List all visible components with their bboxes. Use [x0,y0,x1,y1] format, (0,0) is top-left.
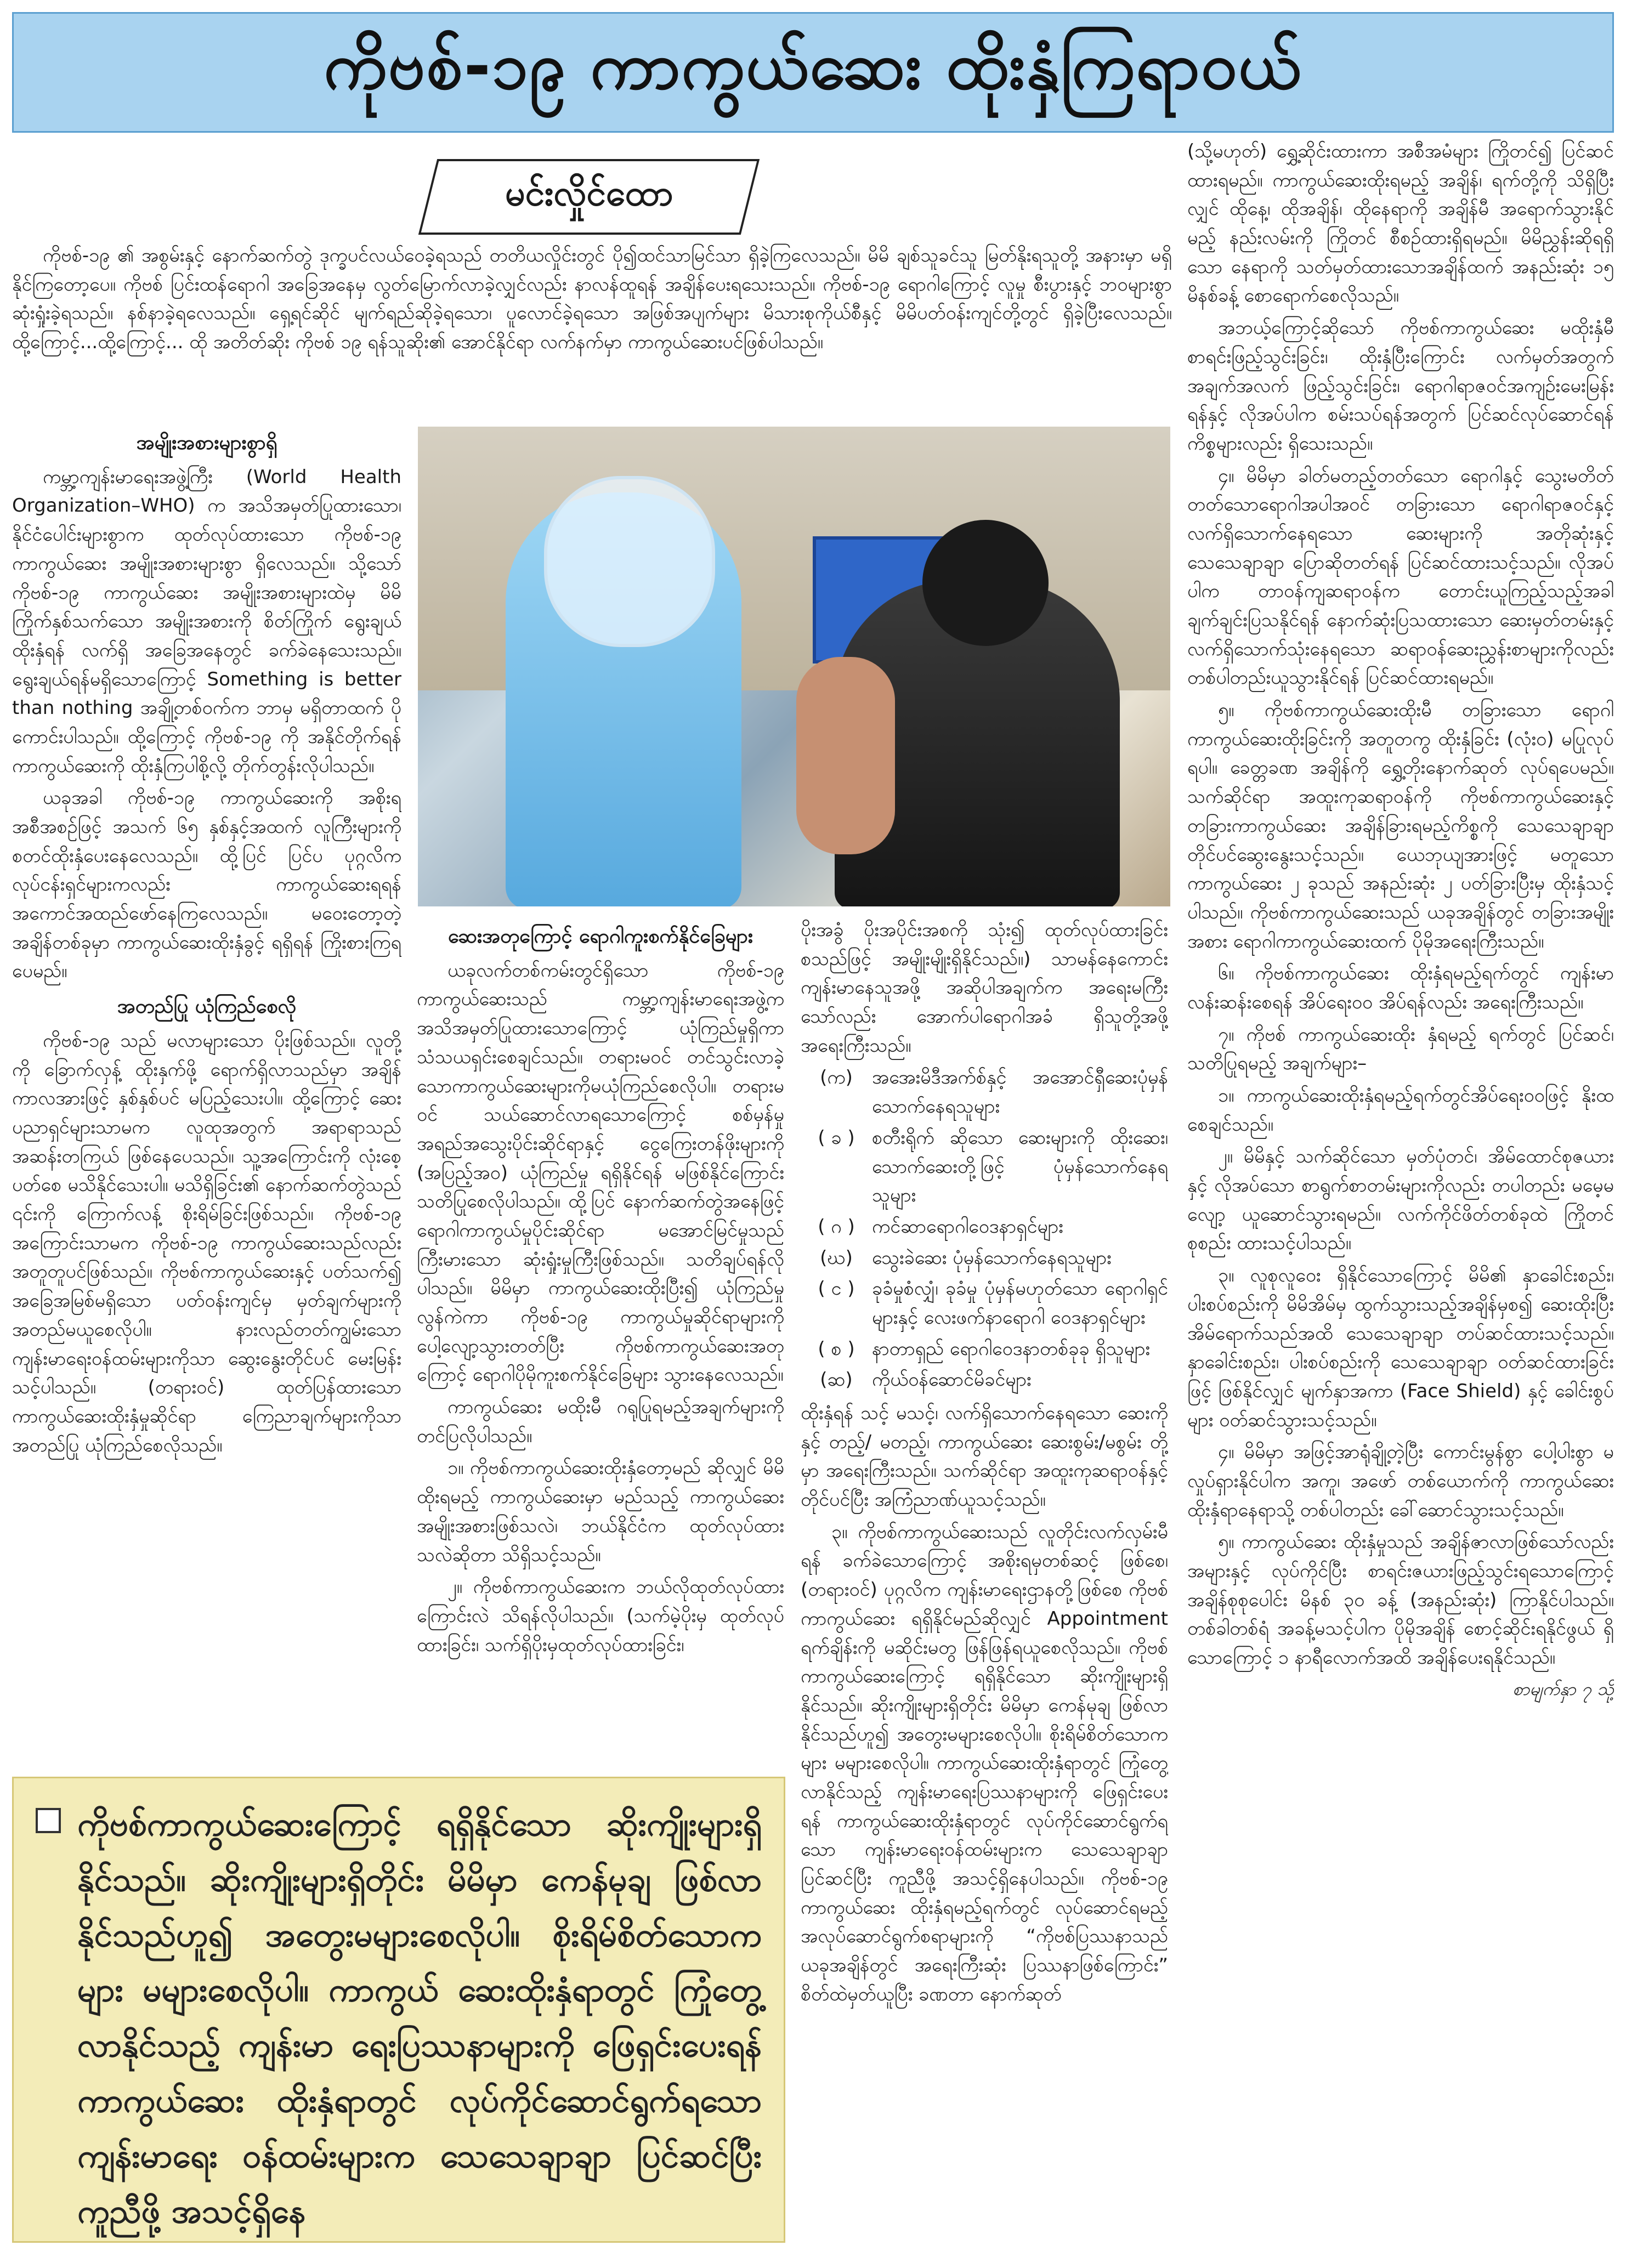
vaccination-photo [418,427,1170,906]
author-name: မင်းလှိုင်ထော [505,173,673,214]
continued-on-page-note: စာမျက်နှာ ၇ သို့ [1512,1678,1614,1699]
list-text: ခုခံမှုစံလျှံ၊ ခုခံမှု ပုံမှန်မဟုတ်သော ရောဂါရှင်များနှင့် လေးဖက်နာရောဂါ ဝေဒနာရှင်များ [872,1278,1168,1329]
paragraph: (သို့မဟုတ်) ရွှေ့ဆိုင်းထားကာ အစီအမံများ ကြိုတင်၍ ပြင်ဆင်ထားရမည်။ ကာကွယ်ဆေးထိုးရမည့် အချိန်၊ ရက်တို့ကို သိရှိပြီးလျှင် ထိုနေ့၊ ထိုအချိန်၊ ထိုနေရာကို အချိန်မီ အရောက်သွားနိုင်မည့် နည်းလမ်းကို ကြိုတင် စီစဉ်ထားရှိရမည်။ မိမိညွှန်းဆိုရရှိသော နေရာကို သတ်မှတ်ထားသောအချိန်ထက် အနည်းဆုံး ၁၅ မိနစ်ခန့် စောရောက်စေလိုသည်။ [1187,140,1614,307]
paragraph: ၁။ ကိုဗစ်ကာကွယ်ဆေးထိုးနှံတော့မည် ဆိုလျှင် မိမိထိုးရမည့် ကာကွယ်ဆေးမှာ မည်သည့် ကာကွယ်ဆေးအမျိုးအစားဖြစ်သလဲ၊ ဘယ်နိုင်ငံက ထုတ်လုပ်ထားသလဲဆိုတာ သိရှိသင့်သည်။ [417,1457,784,1566]
photo-face-shield [544,476,715,647]
list-marker: ( ခ ) [818,1126,855,1149]
checkbox-bullet-icon [36,1808,61,1833]
paragraph: ပိုးအခွံ ပိုးအပိုင်းအစကို သုံး၍ ထုတ်လုပ်ထားခြင်း စသည်ဖြင့် အမျိုးမျိုးရှိနိုင်သည်။) သာမန်နေကောင်းကျန်းမာနေသူအဖို့ အဆိုပါအချက်က အရေးမကြီးသော်လည်း အောက်ပါရောဂါအခံ ရှိသူတို့အဖို့ အရေးကြီးသည်။ [801,919,1168,1057]
paragraph: ၅။ ကိုဗစ်ကာကွယ်ဆေးထိုးမီ တခြားသော ရောဂါကာကွယ်ဆေးထိုးခြင်းကို အတူတကွ ထိုးနှံခြင်း (လုံးဝ) မပြုလုပ်ရပါ။ ခေတ္တခဏ အချိန်ကို ရွှေ့တိုးနောက်ဆုတ် လုပ်ရပေမည်။ သက်ဆိုင်ရာ အထူးကုဆရာဝန်ကို ကိုဗစ်ကာကွယ်ဆေးနှင့် တခြားကာကွယ်ဆေး အချိန်ခြားရမည့်ကိစ္စကို သေသေချာချာ တိုင်ပင်ဆွေးနွေးသင့်သည်။ ယေဘုယျအားဖြင့် မတူသော ကာကွယ်ဆေး ၂ ခုသည် အနည်းဆုံး ၂ ပတ်ခြားပြီးမှ ထိုးနှံသင့်ပါသည်။ ကိုဗစ်ကာကွယ်ဆေးသည် ယခုအချိန်တွင် တခြားအမျိုးအစား ရောဂါကာကွယ်ဆေးထက် ပိုမိုအရေးကြီးသည်။ [1187,699,1614,952]
paragraph: ၆။ ကိုဗစ်ကာကွယ်ဆေး ထိုးနှံရမည့်ရက်တွင် ကျန်းမာလန်းဆန်းစေရန် အိပ်ရေးဝဝ အိပ်ရန်လည်း အရေးကြီးသည်။ [1187,962,1614,1013]
paragraph: ၇။ ကိုဗစ် ကာကွယ်ဆေးထိုး နှံရမည့် ရက်တွင် ပြင်ဆင်၊ သတိပြုရမည့် အချက်များ– [1187,1023,1614,1075]
paragraph: ၃။ လူစုလူဝေး ရှိနိုင်သောကြောင့် မိမိ၏ နှာခေါင်းစည်း၊ ပါးစပ်စည်းကို မိမိအိမ်မှ ထွက်သွားသည့်အချိန်မှစ၍ ဆေးထိုးပြီး အိမ်ရောက်သည်အထိ သေသေချာချာ တပ်ဆင်ထားသင့်သည်။ နှာခေါင်းစည်း၊ ပါးစပ်စည်းကို သေသေချာချာ ဝတ်ဆင်ထားခြင်းဖြင့် ဖြစ်နိုင်လျှင် မျက်နှာအကာ (Face Shield) နှင့် ခေါင်းစွပ်များ ဝတ်ဆင်သွားသင့်သည်။ [1187,1265,1614,1431]
list-marker: ( င ) [818,1278,855,1300]
list-text: စတီးရိုက် ဆိုသော ဆေးများကို ထိုးဆေး၊ သောက်ဆေးတို့ဖြင့် ပုံမှန်သောက်နေရသူများ [872,1126,1168,1207]
title-banner [12,12,1614,133]
paragraph: အဘယ့်ကြောင့်ဆိုသော် ကိုဗစ်ကာကွယ်ဆေး မထိုးနှံမီ စာရင်းဖြည့်သွင်းခြင်း၊ ထိုးနှံပြီးကြောင်း လက်မှတ်အတွက် အချက်အလက် ဖြည့်သွင်းခြင်း၊ ရောဂါရာဇဝင်အကျဉ်းမေးမြန်းရန်နှင့် လိုအပ်ပါက စမ်းသပ်ရန်အတွက် ပြင်ဆင်လုပ်ဆောင်ရန် ကိစ္စများလည်း ရှိသေးသည်။ [1187,317,1614,455]
subheading-counterfeit: ဆေးအတုကြောင့် ရောဂါကူးစက်နိုင်ခြေများ [448,925,753,948]
paragraph: ၄။ မိမိမှာ ခါတ်မတည့်တတ်သော ရောဂါနှင့် သွေးမတိတ်တတ်သောရောဂါအပါအဝင် တခြားသော ရောဂါရာဇဝင်နှင့် လက်ရှိသောက်နေရသော ဆေးများကို အတိုဆုံးနှင့် သေသေချာချာ ပြောဆိုတတ်ရန် ပြင်ဆင်ထားသင့်သည်။ လိုအပ်ပါက တာဝန်ကျဆရာဝန်က တောင်းယူကြည့်သည့်အခါ ချက်ချင်းပြသနိုင်ရန် နောက်ဆုံးပြသထားသော ဆေးမှတ်တမ်းနှင့် လက်ရှိသောက်သုံးနေရသော ဆရာဝန်ဆေးညွှန်းစာများကိုလည်း တစ်ပါတည်းယူသွားနိုင်ရန် ပြင်ဆင်ထားရမည်။ [1187,464,1614,689]
pull-quote-text: ကိုဗစ်ကာကွယ်ဆေးကြောင့် ရရှိနိုင်သော ဆိုးကျိုးများရှိနိုင်သည်။ ဆိုးကျိုးများရှိတိုင်း မိမိမှာ ကေန်မုချ ဖြစ်လာနိုင်သည်ဟူ၍ အတွေးမများစေလိုပါ။ စိုးရိမ်စိတ်သောကများ မများစေလိုပါ။ ကာကွယ် ဆေးထိုးနှံရာတွင် ကြုံတွေ့လာနိုင်သည့် ကျန်းမာ ရေးပြဿနာများကို ဖြေရှင်းပေးရန် ကာကွယ်ဆေး ထိုးနှံရာတွင် လုပ်ကိုင်ဆောင်ရွက်ရသော ကျန်းမာရေး ဝန်ထမ်းများက သေသေချာချာ ပြင်ဆင်ပြီး ကူညီဖို့ အသင့်ရှိနေ [77,1805,762,2231]
list-text: အအေးမိဒီအက်စ်နှင့် အအောင်ရှီဆေးပုံမှန်သောက်နေရသူများ [872,1067,1168,1118]
paragraph: ကမ္ဘာ့ကျန်းမာရေးအဖွဲ့ကြီး (World Health Organization–WHO) က အသိအမှတ်ပြုထားသော၊ နိုင်ငံပေါင်းများစွာက ထုတ်လုပ်ထားသော ကိုဗစ်-၁၉ ကာကွယ်ဆေး အမျိုးအစားများစွာ ရှိလေသည်။ သို့သော် ကိုဗစ်-၁၉ ကာကွယ်ဆေး အမျိုးအစားများထဲမှ မိမိကြိုက်နှစ်သက်သော အမျိုးအစားကို စိတ်ကြိုက် ရွေးချယ်ထိုးနှံရန် လက်ရှိ အခြေအနေတွင် ခက်ခဲနေသေးသည်။ ရွေးချယ်ရန်မရှိသောကြောင့် Something is better than nothing အချို့တစ်ဝက်က ဘာမှ မရှိတာထက် ပိုကောင်းပါသည်။ ထို့ကြောင့် ကိုဗစ်-၁၉ ကို အနိုင်တိုက်ရန် ကာကွယ်ဆေးကို ထိုးနှံကြပါစို့လို့ တိုက်တွန်းလိုပါသည်။ [12,466,401,777]
list-item [801,1335,1168,1364]
list-text: သွေးခဲဆေး ပုံမှန်သောက်နေရသူများ [872,1246,1112,1269]
paragraph: ယခုအခါ ကိုဗစ်-၁၉ ကာကွယ်ဆေးကို အစိုးရ အစီအစဉ်ဖြင့် အသက် ၆၅ နှစ်နှင့်အထက် လူကြီးများကို စတင်ထိုးနှံပေးနေလေသည်။ ထို့ပြင် ပြင်ပ ပုဂ္ဂလိကလုပ်ငန်းရှင်များကလည်း ကာကွယ်ဆေးရရန် အကောင်အထည်ဖော်နေကြလေသည်။ မဝေးတော့တဲ့ အချိန်တစ်ခုမှာ ကာကွယ်ဆေးထိုးနှံခွင့် ရရှိရန် ကြိုးစားကြရပေမည်။ [12,787,401,983]
list-text: ကိုယ်ဝန်ဆောင်မိခင်များ [872,1369,1032,1391]
photo-patient-arm [796,657,895,854]
list-marker: ( စ ) [818,1337,855,1360]
list-item [801,1274,1168,1332]
list-item [801,1124,1168,1210]
intro-paragraph-block [12,241,1172,417]
list-item [801,1212,1168,1241]
paragraph: ယခုလက်တစ်ကမ်းတွင်ရှိသော ကိုဗစ်-၁၉ ကာကွယ်ဆေးသည် ကမ္ဘာ့ကျန်းမာရေးအဖွဲ့က အသိအမှတ်ပြုထားသောကြောင့် ယုံကြည်မှုရှိကာ သံသယရှင်းစေချင်သည်။ တရားမဝင် တင်သွင်းလာခဲ့သောကာကွယ်ဆေးများကိုမယုံကြည်စေလိုပါ။ တရားမဝင် သယ်ဆောင်လာရသောကြောင့် စစ်မှန်မှု အရည်အသွေးပိုင်းဆိုင်ရာနှင့် ငွေကြေးတန်ဖိုးများကို (အပြည့်အဝ) ယုံကြည်မှု ရရှိနိုင်ရန် မဖြစ်နိုင်ကြောင်း သတိပြုစေလိုပါသည်။ ထို့ပြင် နောက်ဆက်တွဲအနေဖြင့် ရောဂါကာကွယ်မှုပိုင်းဆိုင်ရာ မအောင်မြင်မှုသည် ကြီးမားသော ဆုံးရှုံးမှုကြီးဖြစ်သည်။ သတိချပ်ရန်လိုပါသည်။ မိမိမှာ ကာကွယ်ဆေးထိုးပြီး၍ ယုံကြည်မှုလွန်ကဲကာ ကိုဗစ်-၁၉ ကာကွယ်မှုဆိုင်ရာများကို ပေါ့လျော့သွားတတ်ပြီး ကိုဗစ်ကာကွယ်ဆေးအတုကြောင့် ရောဂါပိုမိုကူးစက်နိုင်ခြေများ သွားနေလေသည်။ [417,959,784,1386]
list-marker: ( ဂ ) [818,1215,855,1238]
author-byline [418,159,760,235]
paragraph: ကိုဗစ်-၁၉ သည် မလာများသော ပိုးဖြစ်သည်။ လူတို့ကို ခြောက်လှန့် ထိုးနှက်ဖို့ ရောက်ရှိလာသည်မှာ အချိန်ကာလအားဖြင့် နှစ်နှစ်ပင် မပြည့်သေးပါ။ ထို့ကြောင့် ဆေးပညာရှင်များသာမက လူထုအတွက် အရာရာသည် အဆန်းတကြယ် ဖြစ်နေပေသည်။ သူ့အကြောင်းကို လုံးစေ့ပတ်စေ မသိနိုင်သေးပါ။ မသိရှိခြင်း၏ နောက်ဆက်တွဲသည် ၎င်းကို ကြောက်လန့် စိုးရိမ်ခြင်းဖြစ်သည်။ ကိုဗစ်-၁၉ အကြောင်းသာမက ကိုဗစ်-၁၉ ကာကွယ်ဆေးသည်လည်း အတူတူပင်ဖြစ်သည်။ ကိုဗစ်ကာကွယ်ဆေးနှင့် ပတ်သက်၍ အခြေအမြစ်မရှိသော ပတ်ဝန်းကျင်မှ မှတ်ချက်များကို အတည်မယူစေလိုပါ။ နားလည်တတ်ကျွမ်းသော ကျန်းမာရေးဝန်ထမ်းများကိုသာ ဆွေးနွေးတိုင်ပင် မေးမြန်းသင့်ပါသည်။ (တရားဝင်) ထုတ်ပြန်ထားသော ကာကွယ်ဆေးထိုးနှံမှုဆိုင်ရာ ကြေညာချက်များကိုသာ အတည်ပြု ယုံကြည်စေလိုသည်။ [12,1029,401,1456]
condition-list [801,1063,1168,1394]
paragraph: ၂။ မိမိနှင့် သက်ဆိုင်သော မှတ်ပုံတင်၊ အိမ်ထောင်စုဇယားနှင့် လိုအပ်သော စာရွက်စာတမ်းများကိုလည်း တပါတည်း မမေ့မလျော့ ယူဆောင်သွားရမည်။ လက်ကိုင်ဖိတ်တစ်ခုထဲ ကြိုတင်စုစည်း ထားသင့်ပါသည်။ [1187,1146,1614,1255]
list-text: ကင်ဆာရောဂါဝေဒနာရှင်များ [872,1215,1063,1238]
intro-paragraph: ကိုဗစ်-၁၉ ၏ အစွမ်းနှင့် နောက်ဆက်တွဲ ဒုက္ခပင်လယ်ဝေခဲ့ရသည် တတိယလှိုင်းတွင် ပို၍ထင်သာမြင်သာ ရှိခဲ့ကြလေသည်။ မိမိ ချစ်သူခင်သူ မြတ်နိုးရသူတို့ အနားမှာ မရှိနိုင်ကြတော့ပေ။ ကိုဗစ် ပြင်းထန်ရောဂါ အခြေအနေမှ လွတ်မြောက်လာခဲ့လျှင်လည်း နာလန်ထူရန် အချိန်ပေးရသေးသည်။ ကိုဗစ်-၁၉ ရောဂါကြောင့် လူမှု စီးပွားနှင့် ဘဝများစွာ ဆုံးရှုံးခဲ့ရသည်။ နစ်နာခဲ့ရလေသည်။ ရှေ့ရင်ဆိုင် မျက်ရည်ဆိုခဲ့ရသော၊ ပူလောင်ခဲ့ရသော အဖြစ်အပျက်များ မိသားစုကိုယ်စီနှင့် မိမိပတ်ဝန်းကျင်တို့တွင် ရှိခဲ့ပြီးလေသည်။ ထို့ကြောင့်...ထို့ကြောင့်... ထို အတိတ်ဆိုး ကိုဗစ် ၁၉ ရန်သူဆိုး၏ အောင်နိုင်ရာ လက်နက်မှာ ကာကွယ်ဆေးပင်ဖြစ်ပါသည်။ [12,245,1172,354]
list-text: နာတာရှည် ရောဂါဝေဒနာတစ်ခုခု ရှိသူများ [872,1337,1151,1360]
subheading-verify: အတည်ပြု ယုံကြည်စေလို [117,995,297,1018]
article-title: ကိုဗစ်-၁၉ ကာကွယ်ဆေး ထိုးနှံကြရာဝယ် [324,28,1302,104]
paragraph: ထိုးနှံရန် သင့် မသင့်၊ လက်ရှိသောက်နေရသော ဆေးကိုနှင့် တည့်/ မတည့်၊ ကာကွယ်ဆေး ဆေးစွမ်း/မစွမ်း တို့မှာ အရေးကြီးသည်။ သက်ဆိုင်ရာ အထူးကုဆရာဝန်နှင့် တိုင်ပင်ပြီး အကြံညာဏ်ယူသင့်သည်။ [801,1402,1168,1511]
column-2 [417,916,784,1771]
list-marker: (ဆ) [820,1369,853,1391]
paragraph: ကာကွယ်ဆေး မထိုးမီ ဂရုပြုရမည့်အချက်များကို တင်ပြလိုပါသည်။ [417,1396,784,1447]
photo-patient-head [922,520,1049,646]
list-item [801,1244,1168,1273]
list-item [801,1063,1168,1121]
paragraph: ၃။ ကိုဗစ်ကာကွယ်ဆေးသည် လူတိုင်းလက်လှမ်းမီရန် ခက်ခဲသောကြောင့် အစိုးရမှတစ်ဆင့် ဖြစ်စေ၊ (တရားဝင်) ပုဂ္ဂလိက ကျန်းမာရေးဌာနတို့ဖြစ်စေ ကိုဗစ်ကာကွယ်ဆေး ရရှိနိုင်မည်ဆိုလျှင် Appointment ရက်ချိန်းကို မဆိုင်းမတွ ဖြန်ဖြန်ရယူစေလိုသည်။ ကိုဗစ်ကာကွယ်ဆေးကြောင့် ရရှိနိုင်သော ဆိုးကျိုးများရှိနိုင်သည်။ ဆိုးကျိုးများရှိတိုင်း မိမိမှာ ကေန်မုချ ဖြစ်လာနိုင်သည်ဟူ၍ အတွေးမများစေလိုပါ။ စိုးရိမ်စိတ်သောကများ မများစေလိုပါ။ ကာကွယ်ဆေးထိုးနှံရာတွင် ကြုံတွေ့လာနိုင်သည့် ကျန်းမာရေးပြဿနာများကို ဖြေရှင်းပေးရန် ကာကွယ်ဆေးထိုးနှံရာတွင် လုပ်ကိုင်ဆောင်ရွက်ရသော ကျန်းမာရေးဝန်ထမ်းများက သေသေချာချာ ပြင်ဆင်ပြီး ကူညီဖို့ အသင့်ရှိနေပါသည်။ ကိုဗစ်-၁၉ ကာကွယ်ဆေး ထိုးနှံရမည့်ရက်တွင် လုပ်ဆောင်ရမည့် အလုပ်ဆောင်ရွက်စရာများကို “ကိုဗစ်ပြဿနာသည် ယခုအချိန်တွင် အရေးကြီးဆုံး ပြဿနာဖြစ်ကြောင်း” စိတ်ထဲမှတ်ယူပြီး ခဏတာ နောက်ဆုတ် [801,1521,1168,2005]
paragraph: ၁။ ကာကွယ်ဆေးထိုးနှံရမည့်ရက်တွင်အိပ်ရေးဝဝဖြင့် နိုးထစေချင်သည်။ [1187,1085,1614,1136]
paragraph: ၄။ မိမိမှာ အဖြင့်အာရုံချို့တဲ့ပြီး ကောင်းမွန်စွာ ပေါ့ပါးစွာ မလှုပ်ရှားနိုင်ပါက အကူ၊ အဖော် တစ်ယောက်ကို ကာကွယ်ဆေးထိုးနှံရာနေရာသို့ တစ်ပါတည်း ခေါ်ဆောင်သွားသင့်သည်။ [1187,1441,1614,1521]
pull-quote-box [12,1777,785,2243]
subheading-many-types: အမျိုးအစားများစွာရှိ [136,432,277,454]
list-marker: (ဃ) [820,1246,853,1269]
paragraph: ၅။ ကာကွယ်ဆေး ထိုးနှံမှုသည် အချိန်ဇာလာဖြစ်သော်လည်း အများနှင့် လုပ်ကိုင်ပြီး စာရင်းဇယားဖြည့်သွင်းရသောကြောင့် အချိန်စုစုပေါင်း မိနစ် ၃၀ ခန့် (အနည်းဆုံး) ကြာနိုင်ပါသည်။ တစ်ခါတစ်ရံ အခန့်မသင့်ပါက ပိုမိုအချိန် စောင့်ဆိုင်းရနိုင်ဖွယ် ရှိသောကြောင့် ၁ နာရီလောက်အထိ အချိန်ပေးရနိုင်သည်။ [1187,1531,1614,1669]
column-1 [12,422,401,1760]
list-marker: (က) [820,1067,853,1089]
list-item [801,1365,1168,1394]
paragraph: ၂။ ကိုဗစ်ကာကွယ်ဆေးက ဘယ်လိုထုတ်လုပ်ထားကြောင်းလဲ သိရန်လိုပါသည်။ (သက်မဲ့ပိုးမှ ထုတ်လုပ်ထားခြင်း၊ သက်ရှိပိုးမှထုတ်လုပ်ထားခြင်း၊ [417,1576,784,1656]
column-4 [1187,137,1614,2248]
column-3 [801,916,1168,2248]
